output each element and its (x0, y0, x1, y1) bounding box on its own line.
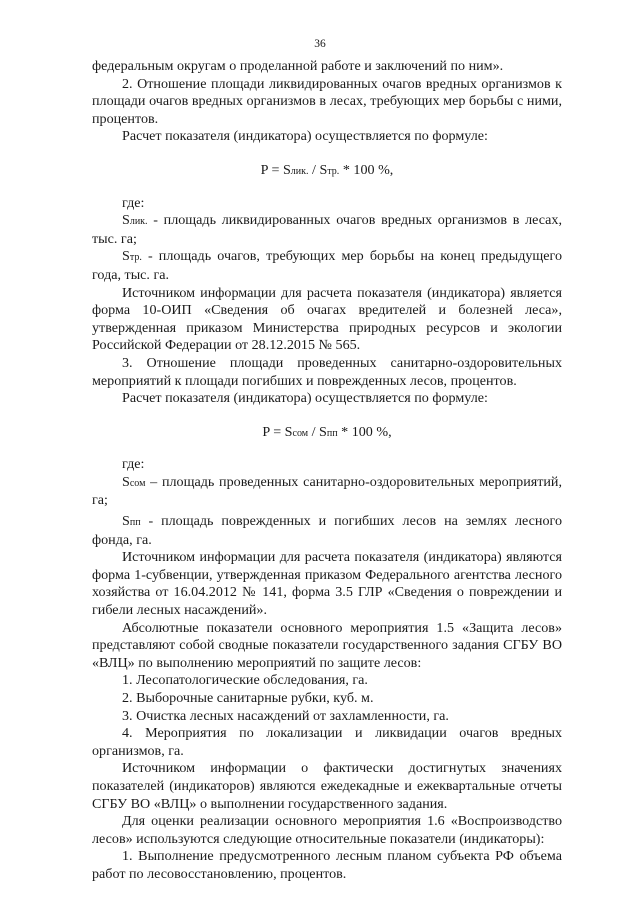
formula-intro-1: Расчет показателя (индикатора) осуществляется по формуле: (122, 128, 488, 145)
absolute-indicators-paragraph: Абсолютные показатели основного мероприятия 1.5 «Защита лесов» представляют собой сводные показатели государственного задания СГБУ ВО «ВЛЦ» по выполнению мероприятий по защите лесов: (92, 619, 562, 671)
list-item-1: 1. Лесопатологические обследования, га. (122, 672, 368, 689)
measure-1-6-paragraph: Для оценки реализации основного мероприятия 1.6 «Воспроизводство лесов» используются следующие относительные показатели (индикаторы): (92, 813, 562, 847)
page-number: 36 (314, 38, 326, 50)
where-label-1: где: (122, 194, 145, 211)
list-item-4: 4. Мероприятия по локализации и ликвидации очагов вредных организмов, га. (92, 725, 562, 759)
list-item-2: 2. Выборочные санитарные рубки, куб. м. (122, 690, 374, 706)
formula-2: P = Sсом / Sпп * 100 %, (262, 423, 392, 440)
indicator-1-reforestation: 1. Выполнение предусмотренного лесным планом субъекта РФ объема работ по лесовосстановлению, процентов. (92, 848, 562, 882)
document-body (92, 58, 562, 884)
where-label-2: где: (122, 456, 145, 473)
paragraph-continuation: федеральным округам о проделанной работе и заключений по ним». (92, 58, 504, 74)
definition-s-tr: Sтр. - площадь очагов, требующих мер борьбы на конец предыдущего года, тыс. га. (92, 248, 562, 283)
definition-s-lik: Sлик. - площадь ликвидированных очагов вредных организмов в лесах, тыс. га; (92, 212, 562, 247)
source-paragraph-1: Источником информации для расчета показателя (индикатора) является форма 10-ОИП «Сведения об очагах вредителей и болезней леса», утвержденная приказом Министерства природных ресурсов и экологии Российской Федерации от 28.12.2015 № 565. (92, 284, 562, 354)
list-item-3: 3. Очистка лесных насаждений от захламленности, га. (122, 707, 449, 724)
formula-intro-2: Расчет показателя (индикатора) осуществляется по формуле: (122, 390, 488, 407)
definition-s-som: Sсом – площадь проведенных санитарно-оздоровительных мероприятий, га; (92, 473, 562, 509)
definition-s-pp: Sпп - площадь поврежденных и погибших лесов на землях лесного фонда, га. (92, 513, 562, 548)
source-paragraph-2: Источником информации для расчета показателя (индикатора) являются форма 1-субвенции, утвержденная приказом Федерального агентства лесного хозяйства от 16.04.2012 № 141, форма 3.5 ГЛР «Сведения о повреждении и гибели лесных насаждений». (92, 549, 562, 619)
indicator-3-title: 3. Отношение площади проведенных санитарно-оздоровительных мероприятий к площади погибших и поврежденных лесов, процентов. (92, 354, 562, 389)
indicator-2-title: 2. Отношение площади ликвидированных очагов вредных организмов к площади очагов вредных организмов в лесах, требующих мер борьбы с ними, процентов. (92, 75, 562, 127)
source-paragraph-3: Источником информации о фактически достигнутых значениях показателей (индикаторов) являются ежедекадные и ежеквартальные отчеты СГБУ ВО «ВЛЦ» о выполнении государственного задания. (92, 760, 562, 812)
formula-1: P = Sлик. / Sтр. * 100 %, (260, 161, 394, 178)
